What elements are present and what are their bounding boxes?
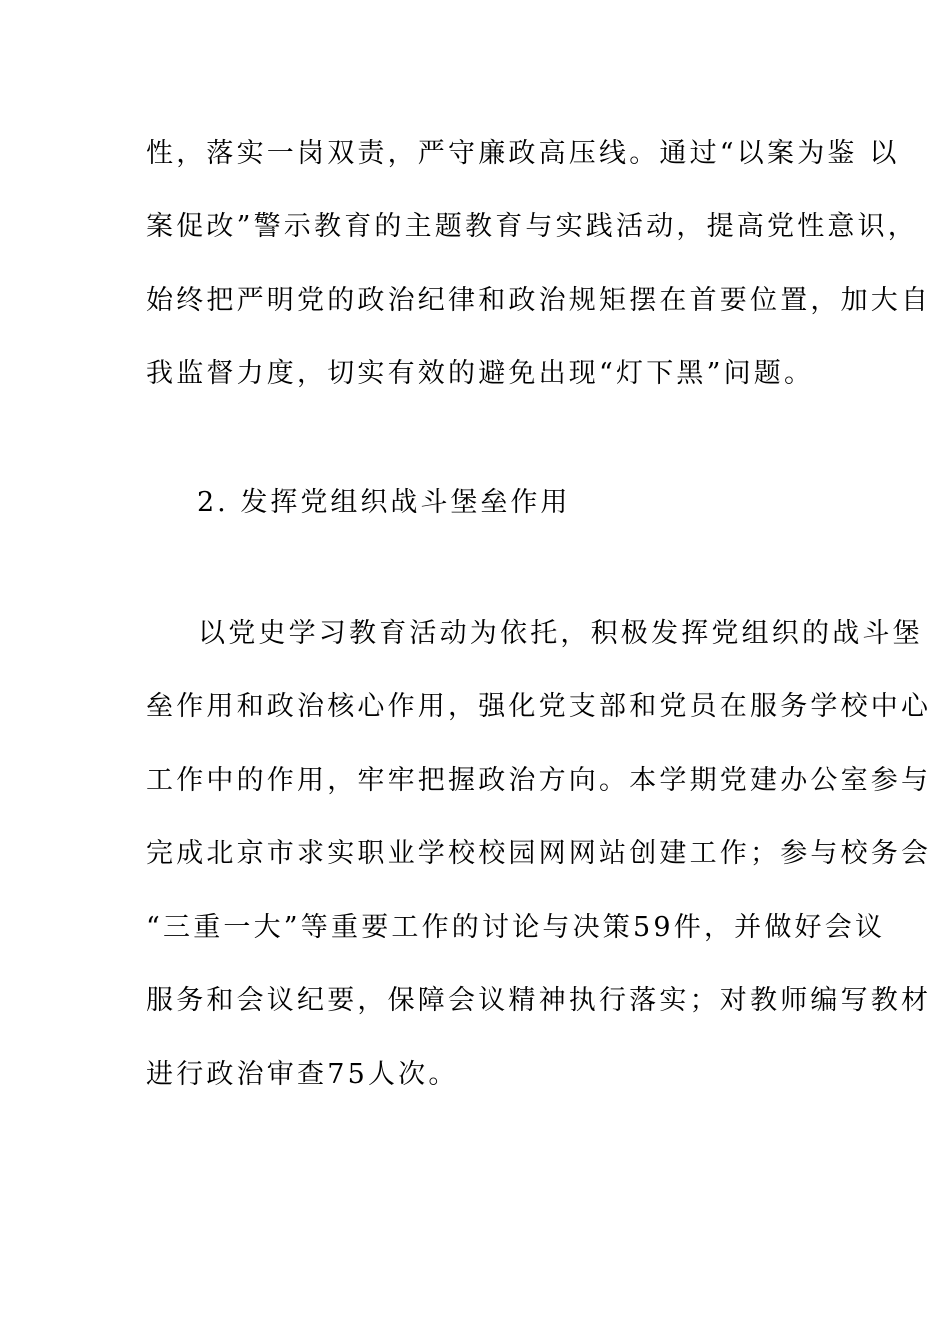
paragraph-1-line-3: 始终把严明党的政治纪律和政治规矩摆在首要位置，加大自 <box>146 285 932 316</box>
paragraph-2-line-5: “三重一大”等重要工作的讨论与决策59件，并做好会议 <box>146 912 886 943</box>
paragraph-2-line-6: 服务和会议纪要，保障会议精神执行落实；对教师编写教材 <box>146 985 932 1016</box>
paragraph-2-line-2: 垒作用和政治核心作用，强化党支部和党员在服务学校中心 <box>146 691 932 722</box>
paragraph-2-line-3: 工作中的作用，牢牢把握政治方向。本学期党建办公室参与 <box>146 765 932 796</box>
section-heading-2: 2. 发挥党组织战斗堡垒作用 <box>197 487 571 518</box>
paragraph-1-line-4: 我监督力度，切实有效的避免出现“灯下黑”问题。 <box>146 358 815 389</box>
paragraph-2-line-4: 完成北京市求实职业学校校园网网站创建工作；参与校务会 <box>146 838 932 869</box>
paragraph-2-line-7: 进行政治审查75人次。 <box>146 1059 459 1090</box>
paragraph-1-line-1: 性，落实一岗双责，严守廉政高压线。通过“以案为鉴 以 <box>146 138 900 169</box>
paragraph-1-line-2: 案促改”警示教育的主题教育与实践活动，提高党性意识， <box>146 211 919 242</box>
paragraph-2-line-1: 以党史学习教育活动为依托，积极发挥党组织的战斗堡 <box>198 618 923 649</box>
